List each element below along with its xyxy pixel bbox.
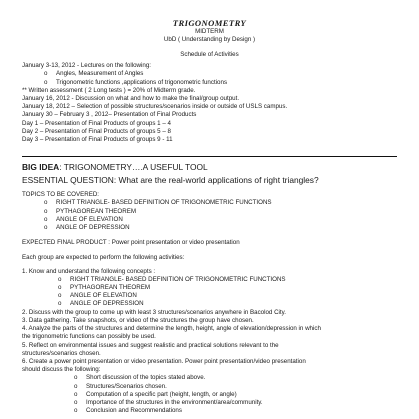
schedule-line: ** Written assessment ( 2 Long tests ) = 20% of Midterm grade.: [22, 86, 196, 94]
bullet-icon: [58, 276, 70, 283]
concept-text: PYTHAGOREAN THEOREM: [70, 284, 150, 292]
schedule-line: January 18, 2012 – Selection of possible structures/scenarios inside or outside of USLS campus.: [22, 103, 288, 111]
topics-heading: TOPICS TO BE COVERED:: [22, 191, 100, 199]
presentation-item: [22, 391, 397, 399]
activity-6-line-2: should discuss the following:: [22, 366, 101, 374]
bullet-icon: [74, 391, 86, 398]
concept-item: [22, 292, 397, 300]
bullet-icon: [44, 216, 56, 223]
group-intro: Each group are expected to perform the following activities:: [22, 254, 185, 262]
bullet-icon: [44, 70, 56, 77]
activity-3: 3. Data gathering. Take snapshots, or video of the structures the group have chosen.: [22, 316, 254, 324]
section-divider: [22, 156, 397, 157]
activity-6-line-1: 6. Create a power point presentation or video presentation. Power point presentation/video presentation: [22, 357, 306, 365]
big-idea-label: BIG IDEA: [22, 162, 60, 173]
topic-item: [22, 199, 397, 207]
presentation-item: [22, 374, 397, 382]
activity-4-line-2: the trigonometric functions can possibly be used.: [22, 333, 156, 341]
presentation-text: Conclusion and Recommendations: [86, 407, 182, 415]
midterm-label: MIDTERM: [195, 28, 224, 35]
topic-text: RIGHT TRIANGLE- BASED DEFINITION OF TRIGONOMETRIC FUNCTIONS: [56, 199, 272, 207]
presentation-item: [22, 399, 397, 407]
schedule-subitem: [22, 79, 397, 87]
concept-text: ANGLE OF DEPRESSION: [70, 300, 144, 308]
expected-product: EXPECTED FINAL PRODUCT : Power point presentation or video presentation: [22, 239, 240, 247]
activity-4-line-1: 4. Analyze the parts of the structures and determine the length, height, angle of elevation/depression in which: [22, 325, 321, 333]
bullet-icon: [58, 284, 70, 291]
big-idea-text: : TRIGONOMETRY….A USEFUL TOOL: [59, 162, 208, 173]
big-idea: [22, 162, 397, 173]
topic-item: [22, 208, 397, 216]
document-title: TRIGONOMETRY: [172, 18, 247, 28]
presentation-text: Importance of the structures in the environment/area/community.: [86, 398, 263, 406]
bullet-icon: [58, 292, 70, 299]
presentation-item: [22, 407, 397, 415]
essential-question: ESSENTIAL QUESTION: What are the real-world applications of right triangles?: [22, 175, 319, 186]
topic-item: [22, 224, 397, 232]
concept-item: [22, 284, 397, 292]
schedule-line: Day 2 – Presentation of Final Products of groups 5 – 8: [22, 127, 171, 135]
presentation-text: Short discussion of the topics stated above.: [86, 374, 206, 382]
bullet-icon: [74, 374, 86, 381]
concept-item: [22, 276, 397, 284]
topic-item: [22, 216, 397, 224]
schedule-line: Day 3 – Presentation of Final Products of groups 9 - 11: [22, 136, 173, 144]
bullet-icon: [44, 199, 56, 206]
activity-5-line-2: structures/scenarios chosen.: [22, 349, 101, 357]
schedule-line: January 16, 2012 - Discussion on what and how to make the final/group output.: [22, 95, 240, 103]
bullet-icon: [58, 300, 70, 307]
schedule-line: Day 1 – Presentation of Final Products of groups 1 – 4: [22, 119, 171, 127]
bullet-icon: [74, 407, 86, 414]
concept-item: [22, 300, 397, 308]
concept-text: RIGHT TRIANGLE- BASED DEFINITION OF TRIGONOMETRIC FUNCTIONS: [70, 275, 286, 283]
presentation-text: Computation of a specific part (height, length, or angle): [86, 390, 237, 398]
activity-1: 1. Know and understand the following concepts :: [22, 267, 156, 275]
schedule-subitem: [22, 70, 397, 78]
presentation-item: [22, 383, 397, 391]
activity-5-line-1: 5. Reflect on environmental issues and suggest realistic and practical solutions relevant to the: [22, 341, 279, 349]
bullet-icon: [44, 208, 56, 215]
schedule-line: January 3-13, 2012 - Lectures on the following:: [22, 62, 151, 70]
topic-text: ANGLE OF ELEVATION: [56, 215, 123, 223]
topic-text: ANGLE OF DEPRESSION: [56, 224, 130, 232]
bullet-icon: [74, 399, 86, 406]
bullet-icon: [44, 224, 56, 231]
schedule-heading: Schedule of Activities: [180, 50, 239, 58]
activity-2: 2. Discuss with the group to come up with least 3 structures/scenarios anywhere in Bacolod City.: [22, 308, 287, 316]
presentation-text: Structures/Scenarios chosen.: [86, 382, 167, 390]
schedule-line: January 30 – February 3 , 2012– Presentation of Final Products: [22, 111, 197, 119]
schedule-subitem-text: Angles, Measurement of Angles: [56, 70, 144, 78]
bullet-icon: [74, 383, 86, 390]
topic-text: PYTHAGOREAN THEOREM: [56, 207, 136, 215]
ubd-label: UbD ( Understanding by Design ): [163, 36, 256, 44]
bullet-icon: [44, 79, 56, 86]
concept-text: ANGLE OF ELEVATION: [70, 292, 137, 300]
schedule-subitem-text: Trigonometric functions ,applications of trigonometric functions: [56, 78, 228, 86]
